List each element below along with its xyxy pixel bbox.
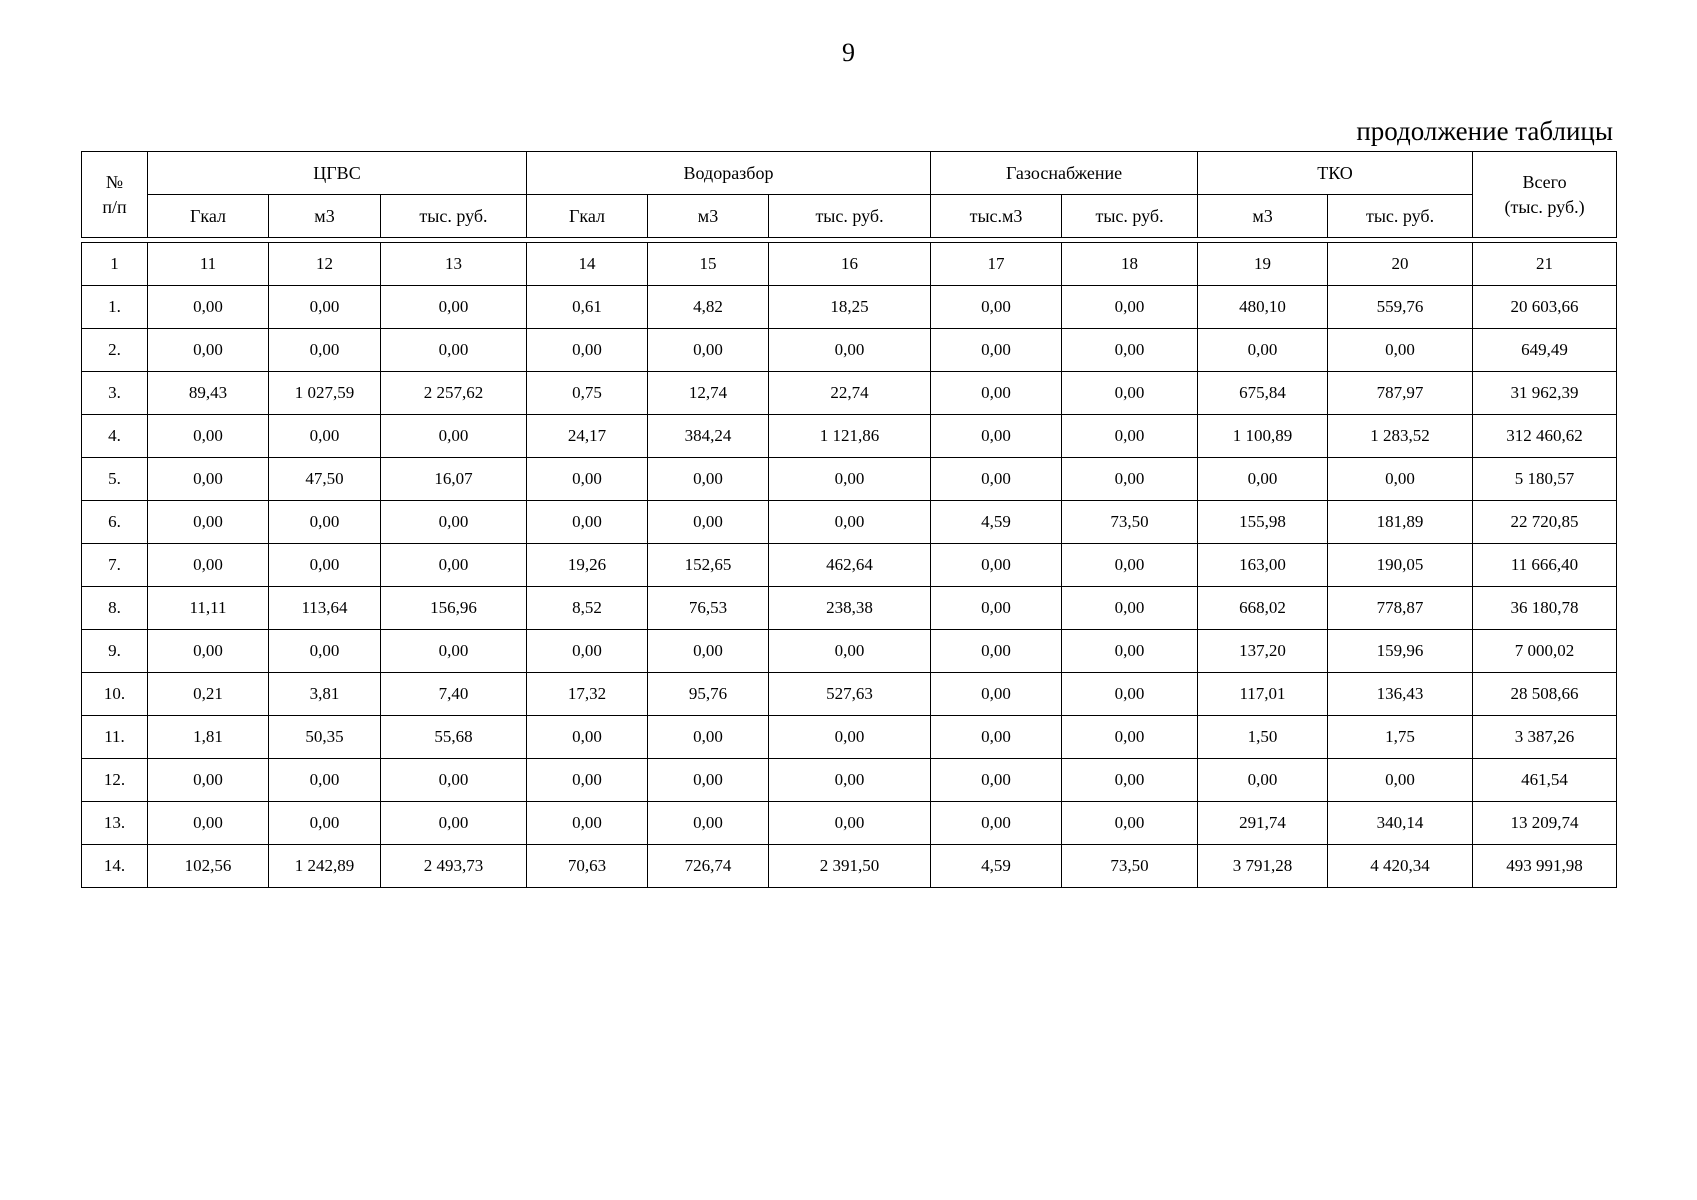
- column-number-cell: 19: [1198, 243, 1328, 286]
- table-cell: 4,59: [931, 845, 1062, 888]
- column-number-cell: 12: [269, 243, 381, 286]
- table-cell: 0,00: [381, 286, 527, 329]
- table-cell: 0,00: [381, 759, 527, 802]
- table-cell: 0,00: [148, 286, 269, 329]
- subheader-cell: тыс. руб.: [381, 195, 527, 238]
- page-number: 9: [842, 38, 855, 67]
- table-cell: 312 460,62: [1473, 415, 1617, 458]
- header-group-gas: Газоснабжение: [931, 152, 1198, 195]
- table-cell: 0,00: [769, 329, 931, 372]
- table-cell: 156,96: [381, 587, 527, 630]
- subheader-cell: м3: [269, 195, 381, 238]
- table-row: [82, 544, 1617, 587]
- table-cell: 0,00: [1062, 372, 1198, 415]
- table-cell: 0,00: [931, 544, 1062, 587]
- header-group-vodorazbor: Водоразбор: [527, 152, 931, 195]
- table-row: [82, 415, 1617, 458]
- table-cell: 0,00: [1062, 415, 1198, 458]
- subheader-cell: тыс. руб.: [1062, 195, 1198, 238]
- table-cell: 0,00: [931, 759, 1062, 802]
- header-num-label: № п/п: [102, 172, 127, 217]
- continuation-label: продолжение таблицы: [1356, 116, 1613, 146]
- table-cell: 384,24: [648, 415, 769, 458]
- table-cell: 0,00: [1062, 544, 1198, 587]
- table-cell: 18,25: [769, 286, 931, 329]
- header-total-col: [1473, 152, 1617, 238]
- table-cell: 0,00: [148, 630, 269, 673]
- table-cell: 0,00: [1062, 759, 1198, 802]
- table-row: [82, 458, 1617, 501]
- subheader-cell: м3: [648, 195, 769, 238]
- table-cell: 0,00: [931, 802, 1062, 845]
- table-cell: 11 666,40: [1473, 544, 1617, 587]
- table-cell: 0,61: [527, 286, 648, 329]
- table-cell: 0,00: [269, 544, 381, 587]
- table-cell: 2 257,62: [381, 372, 527, 415]
- table-cell: 0,00: [1062, 673, 1198, 716]
- table-cell: 340,14: [1328, 802, 1473, 845]
- row-number-cell: 5.: [82, 458, 148, 501]
- table-cell: 155,98: [1198, 501, 1328, 544]
- table-cell: 0,00: [769, 716, 931, 759]
- table-cell: 0,00: [381, 630, 527, 673]
- table-cell: 291,74: [1198, 802, 1328, 845]
- table-cell: 1,75: [1328, 716, 1473, 759]
- table-cell: 76,53: [648, 587, 769, 630]
- column-number-cell: 15: [648, 243, 769, 286]
- table-cell: 0,00: [527, 716, 648, 759]
- table-cell: 3 791,28: [1198, 845, 1328, 888]
- table-cell: 4,59: [931, 501, 1062, 544]
- table-cell: 73,50: [1062, 501, 1198, 544]
- table-cell: 89,43: [148, 372, 269, 415]
- table-cell: 1 283,52: [1328, 415, 1473, 458]
- table-cell: 0,00: [269, 415, 381, 458]
- table-cell: 0,00: [148, 501, 269, 544]
- header-num-col: [82, 152, 148, 238]
- row-number-cell: 6.: [82, 501, 148, 544]
- table-cell: 4,82: [648, 286, 769, 329]
- row-number-cell: 12.: [82, 759, 148, 802]
- table-cell: 0,00: [648, 458, 769, 501]
- row-number-cell: 9.: [82, 630, 148, 673]
- table-cell: 0,00: [148, 544, 269, 587]
- table-cell: 0,00: [931, 286, 1062, 329]
- table-cell: 0,00: [931, 673, 1062, 716]
- table-cell: 0,00: [527, 630, 648, 673]
- table-cell: 0,00: [648, 630, 769, 673]
- table-cell: 0,00: [1328, 458, 1473, 501]
- table-cell: 0,00: [148, 802, 269, 845]
- table-cell: 0,00: [148, 759, 269, 802]
- table-cell: 0,00: [648, 759, 769, 802]
- subheader-cell: м3: [1198, 195, 1328, 238]
- table-row: [82, 673, 1617, 716]
- table-row: [82, 286, 1617, 329]
- table-cell: 152,65: [648, 544, 769, 587]
- column-numbers-row: [82, 243, 1617, 286]
- table-cell: 190,05: [1328, 544, 1473, 587]
- table-cell: 0,00: [527, 458, 648, 501]
- table-cell: 0,00: [381, 501, 527, 544]
- table-cell: 0,00: [931, 458, 1062, 501]
- table-row: [82, 802, 1617, 845]
- table-row: [82, 845, 1617, 888]
- table-cell: 0,00: [1328, 759, 1473, 802]
- subheader-cell: Гкал: [148, 195, 269, 238]
- table-cell: 24,17: [527, 415, 648, 458]
- table-cell: 0,00: [1062, 630, 1198, 673]
- column-number-cell: 1: [82, 243, 148, 286]
- table-cell: 480,10: [1198, 286, 1328, 329]
- table-cell: 0,00: [381, 415, 527, 458]
- table-row: [82, 759, 1617, 802]
- table-cell: 0,21: [148, 673, 269, 716]
- table-cell: 2 391,50: [769, 845, 931, 888]
- subheader-cell: Гкал: [527, 195, 648, 238]
- table-row: [82, 329, 1617, 372]
- table-cell: 0,00: [931, 415, 1062, 458]
- column-number-cell: 13: [381, 243, 527, 286]
- table-cell: 22 720,85: [1473, 501, 1617, 544]
- table-cell: 3 387,26: [1473, 716, 1617, 759]
- table-cell: 4 420,34: [1328, 845, 1473, 888]
- table-cell: 8,52: [527, 587, 648, 630]
- table-cell: 726,74: [648, 845, 769, 888]
- table-cell: 0,00: [1198, 759, 1328, 802]
- header-total-label: Всего (тыс. руб.): [1504, 172, 1585, 217]
- table-cell: 0,00: [269, 501, 381, 544]
- header-group-tko: ТКО: [1198, 152, 1473, 195]
- table-cell: 787,97: [1328, 372, 1473, 415]
- table-cell: 0,00: [1198, 329, 1328, 372]
- table-cell: 55,68: [381, 716, 527, 759]
- subheader-cell: тыс.м3: [931, 195, 1062, 238]
- table-cell: 0,00: [931, 630, 1062, 673]
- table-cell: 0,00: [269, 802, 381, 845]
- table-cell: 0,00: [381, 544, 527, 587]
- table-cell: 181,89: [1328, 501, 1473, 544]
- table-cell: 1,50: [1198, 716, 1328, 759]
- table-cell: 0,00: [1062, 802, 1198, 845]
- table-cell: 117,01: [1198, 673, 1328, 716]
- table-cell: 0,00: [269, 630, 381, 673]
- table-cell: 1 242,89: [269, 845, 381, 888]
- column-number-cell: 17: [931, 243, 1062, 286]
- table-cell: 0,00: [527, 802, 648, 845]
- row-number-cell: 2.: [82, 329, 148, 372]
- table-row: [82, 501, 1617, 544]
- column-number-cell: 20: [1328, 243, 1473, 286]
- header-group-cgvs: ЦГВС: [148, 152, 527, 195]
- table-cell: 20 603,66: [1473, 286, 1617, 329]
- table-row: [82, 587, 1617, 630]
- table-cell: 527,63: [769, 673, 931, 716]
- column-number-cell: 11: [148, 243, 269, 286]
- table-cell: 2 493,73: [381, 845, 527, 888]
- table-cell: 0,00: [769, 458, 931, 501]
- table-cell: 0,00: [648, 501, 769, 544]
- table-cell: 0,00: [1062, 286, 1198, 329]
- table-cell: 12,74: [648, 372, 769, 415]
- table-cell: 3,81: [269, 673, 381, 716]
- table-cell: 0,00: [1328, 329, 1473, 372]
- table-cell: 0,00: [769, 759, 931, 802]
- row-number-cell: 10.: [82, 673, 148, 716]
- row-number-cell: 8.: [82, 587, 148, 630]
- table-cell: 163,00: [1198, 544, 1328, 587]
- table-cell: 70,63: [527, 845, 648, 888]
- table-cell: 0,00: [269, 329, 381, 372]
- table-cell: 95,76: [648, 673, 769, 716]
- table-cell: 5 180,57: [1473, 458, 1617, 501]
- table-cell: 649,49: [1473, 329, 1617, 372]
- table-cell: 0,00: [648, 802, 769, 845]
- table-header: [81, 151, 1617, 238]
- table-cell: 0,00: [1198, 458, 1328, 501]
- table-cell: 668,02: [1198, 587, 1328, 630]
- table-cell: 0,00: [527, 759, 648, 802]
- table-cell: 0,00: [931, 587, 1062, 630]
- table-cell: 31 962,39: [1473, 372, 1617, 415]
- row-number-cell: 11.: [82, 716, 148, 759]
- table-row: [82, 716, 1617, 759]
- table-body: [82, 243, 1617, 888]
- table-cell: 11,11: [148, 587, 269, 630]
- table-cell: 778,87: [1328, 587, 1473, 630]
- table-cell: 0,00: [1062, 587, 1198, 630]
- column-number-cell: 18: [1062, 243, 1198, 286]
- table-cell: 17,32: [527, 673, 648, 716]
- table-cell: 0,00: [931, 372, 1062, 415]
- row-number-cell: 4.: [82, 415, 148, 458]
- table-cell: 73,50: [1062, 845, 1198, 888]
- subheader-cell: тыс. руб.: [769, 195, 931, 238]
- table-cell: 19,26: [527, 544, 648, 587]
- table-cell: 0,00: [527, 501, 648, 544]
- table-cell: 22,74: [769, 372, 931, 415]
- table-cell: 0,00: [269, 286, 381, 329]
- table-cell: 0,00: [769, 630, 931, 673]
- row-number-cell: 13.: [82, 802, 148, 845]
- table-cell: 238,38: [769, 587, 931, 630]
- table-cell: 559,76: [1328, 286, 1473, 329]
- table-cell: 7,40: [381, 673, 527, 716]
- table-cell: 0,00: [769, 802, 931, 845]
- table-cell: 1 121,86: [769, 415, 931, 458]
- table-cell: 137,20: [1198, 630, 1328, 673]
- table-cell: 0,00: [1062, 716, 1198, 759]
- table-cell: 0,00: [931, 716, 1062, 759]
- table-cell: 0,00: [148, 415, 269, 458]
- table-cell: 159,96: [1328, 630, 1473, 673]
- row-number-cell: 1.: [82, 286, 148, 329]
- table-cell: 1 100,89: [1198, 415, 1328, 458]
- table-cell: 0,00: [1062, 329, 1198, 372]
- table-cell: 136,43: [1328, 673, 1473, 716]
- table-cell: 1 027,59: [269, 372, 381, 415]
- table-cell: 16,07: [381, 458, 527, 501]
- table-cell: 461,54: [1473, 759, 1617, 802]
- column-number-cell: 16: [769, 243, 931, 286]
- table-cell: 102,56: [148, 845, 269, 888]
- table-cell: 36 180,78: [1473, 587, 1617, 630]
- table-cell: 0,00: [769, 501, 931, 544]
- row-number-cell: 7.: [82, 544, 148, 587]
- table-cell: 0,00: [148, 458, 269, 501]
- table-cell: 0,00: [269, 759, 381, 802]
- table-cell: 0,00: [381, 802, 527, 845]
- table-row: [82, 372, 1617, 415]
- table-cell: 675,84: [1198, 372, 1328, 415]
- table-cell: 0,00: [527, 329, 648, 372]
- table-cell: 13 209,74: [1473, 802, 1617, 845]
- table-cell: 0,00: [381, 329, 527, 372]
- table-cell: 0,00: [148, 329, 269, 372]
- table-cell: 462,64: [769, 544, 931, 587]
- data-table: [81, 242, 1617, 888]
- table-cell: 50,35: [269, 716, 381, 759]
- table-cell: 1,81: [148, 716, 269, 759]
- table-cell: 0,00: [931, 329, 1062, 372]
- table-cell: 493 991,98: [1473, 845, 1617, 888]
- column-number-cell: 14: [527, 243, 648, 286]
- subheader-cell: тыс. руб.: [1328, 195, 1473, 238]
- row-number-cell: 3.: [82, 372, 148, 415]
- table-row: [82, 630, 1617, 673]
- table-cell: 0,00: [1062, 458, 1198, 501]
- row-number-cell: 14.: [82, 845, 148, 888]
- table-cell: 0,75: [527, 372, 648, 415]
- column-number-cell: 21: [1473, 243, 1617, 286]
- table-cell: 0,00: [648, 716, 769, 759]
- table-cell: 0,00: [648, 329, 769, 372]
- table-cell: 28 508,66: [1473, 673, 1617, 716]
- table-cell: 7 000,02: [1473, 630, 1617, 673]
- table-cell: 113,64: [269, 587, 381, 630]
- table-cell: 47,50: [269, 458, 381, 501]
